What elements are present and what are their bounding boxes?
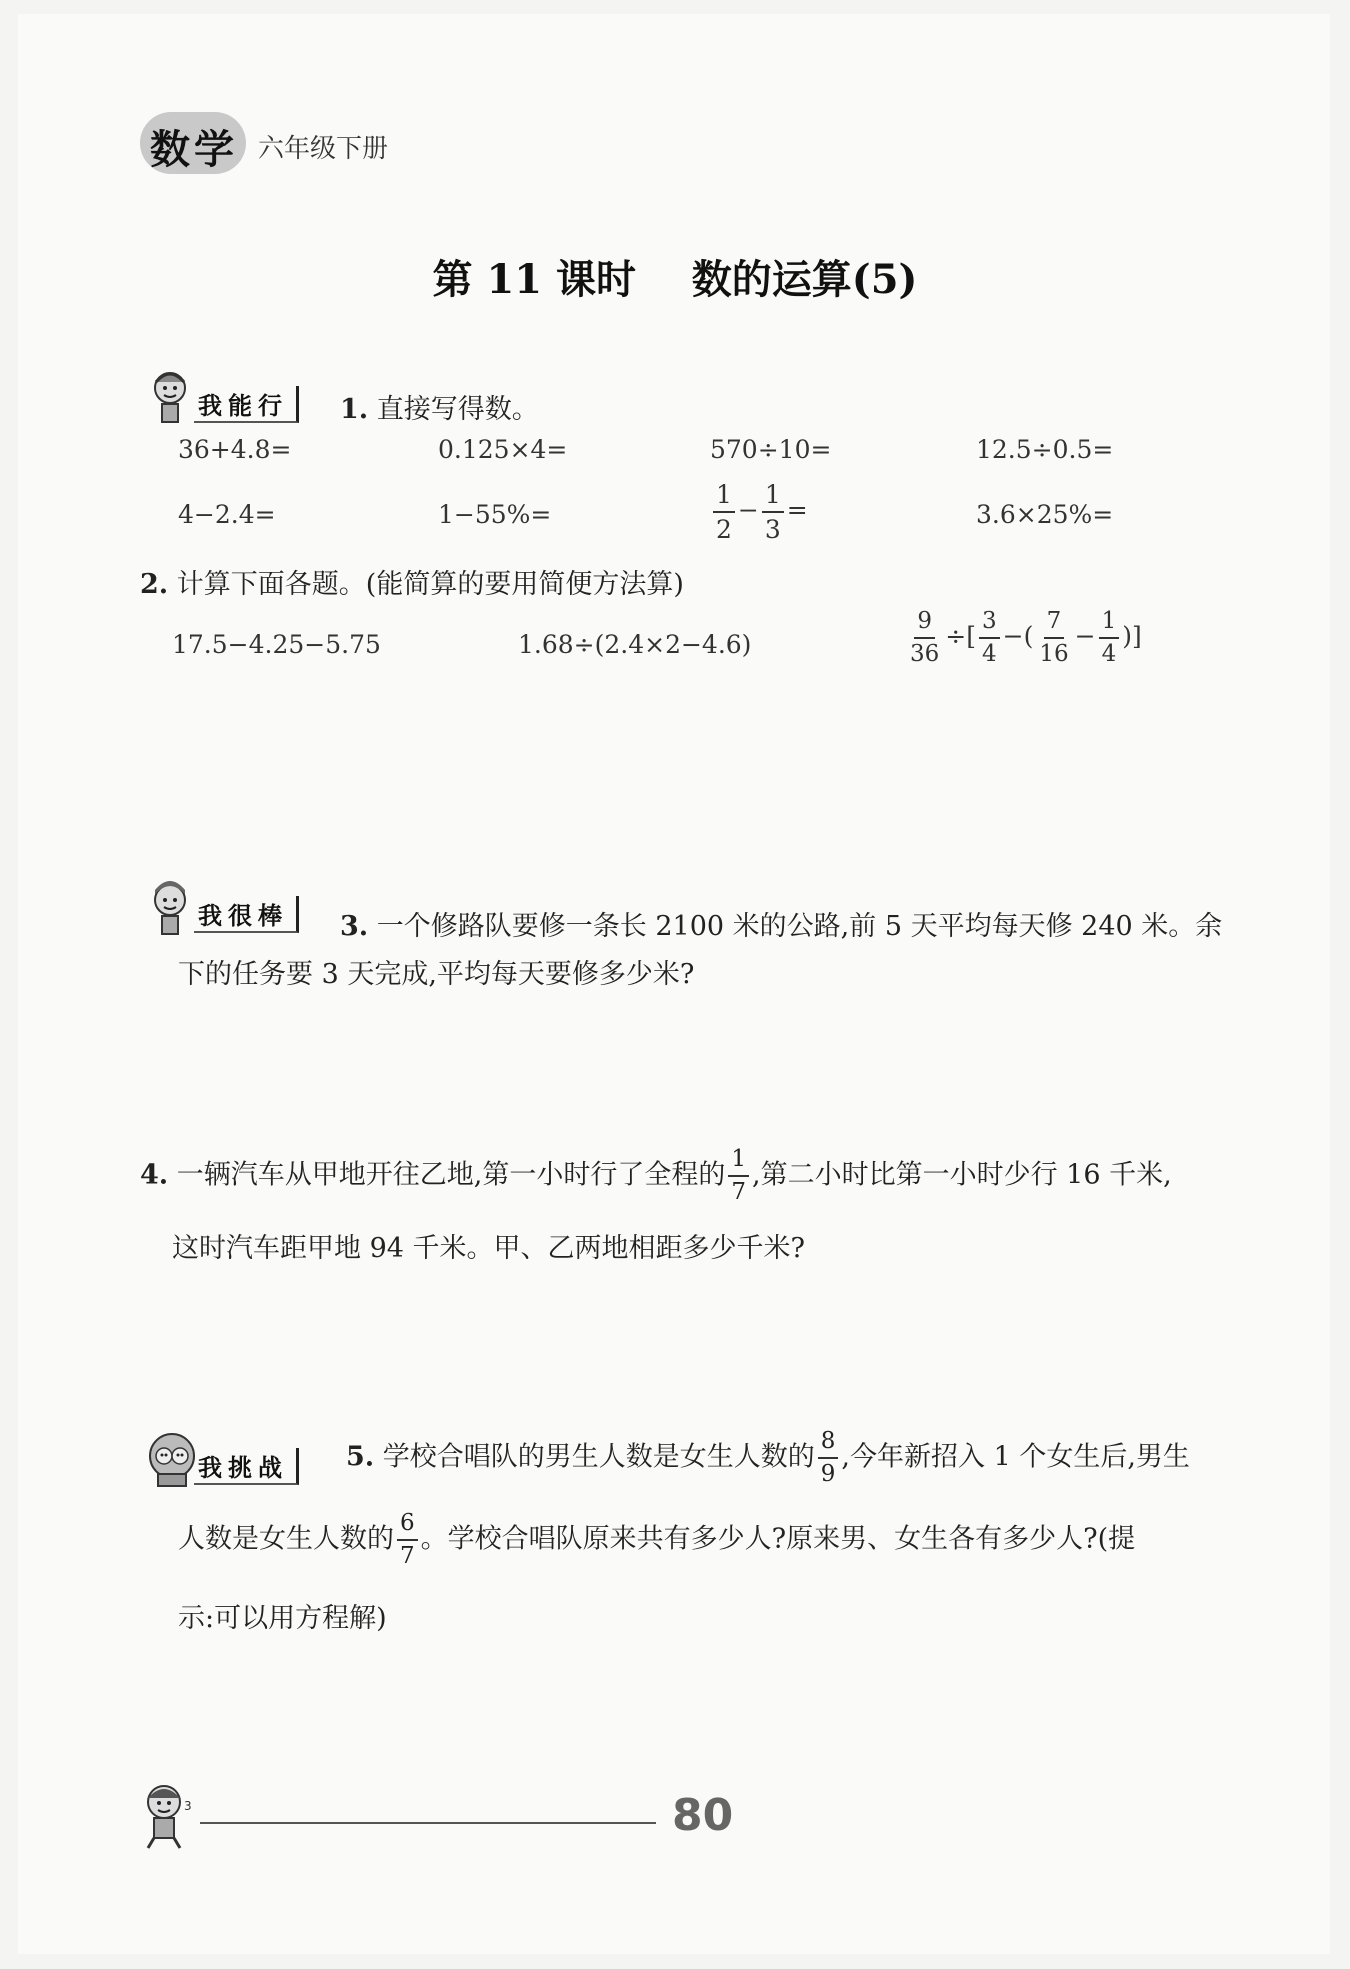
- fraction: $\frac{3}{4}$: [979, 610, 1000, 666]
- q1-fraction-item: $\frac{1}{2}$ − $\frac{1}{3}$ =: [710, 482, 808, 542]
- subject-title: 数学: [150, 127, 238, 173]
- q2-number: 2.: [140, 569, 169, 600]
- fraction: $\frac{8}{9}$: [818, 1430, 839, 1486]
- q1-item: 36+4.8=: [178, 435, 292, 464]
- q4-line-1: 4. 一辆汽车从甲地开往乙地,第一小时行了全程的 $\frac{1}{7}$ ,第二小时比第一小时少行 16 千米,: [140, 1146, 1172, 1205]
- q5-number: 5.: [346, 1441, 375, 1473]
- q4-line-2: 这时汽车距甲地 94 千米。甲、乙两地相距多少千米?: [172, 1233, 805, 1264]
- q3-line-2: 下的任务要 3 天完成,平均每天要修多少米?: [178, 959, 695, 990]
- fraction: $\frac{7}{16}$: [1039, 608, 1069, 667]
- svg-text:3: 3: [184, 1799, 192, 1813]
- q1-item: 3.6×25%=: [976, 500, 1114, 529]
- q1-item: 0.125×4=: [438, 435, 568, 464]
- q3-line-1: 3. 一个修路队要修一条长 2100 米的公路,前 5 天平均每天修 240 米。余: [340, 911, 1223, 942]
- lesson-number: 第 11 课时: [432, 256, 637, 303]
- badge-label: 我能行: [194, 386, 299, 423]
- q1-item: 570÷10=: [710, 435, 832, 464]
- q2-expression-1: 17.5−4.25−5.75: [172, 630, 381, 659]
- q2-expression-2: 1.68÷(2.4×2−4.6): [518, 630, 752, 659]
- q3-number: 3.: [340, 911, 369, 942]
- q1-item: 4−2.4=: [178, 500, 276, 529]
- footer-mascot-icon: [134, 1780, 198, 1852]
- q5-line-1: 5. 学校合唱队的男生人数是女生人数的 $\frac{8}{9}$ ,今年新招入 1 个女生后,男生: [346, 1428, 1190, 1487]
- boy-mascot-icon: [146, 878, 198, 938]
- lesson-title: [0, 248, 1350, 305]
- lesson-name: 数的运算(5): [691, 256, 918, 303]
- q2-expression-3: $\frac{9}{36}$ ÷[ $\frac{3}{4}$ −( $\frac{7}{16}$ − $\frac{1}{4}$ )]: [904, 610, 1142, 666]
- q1-item: 1−55%=: [438, 500, 552, 529]
- q1-text: 直接写得数。: [376, 394, 539, 425]
- q2-text: 计算下面各题。(能简算的要用简便方法算): [176, 569, 684, 600]
- q1-number: 1.: [340, 394, 369, 425]
- badge-label: 我挑战: [194, 1448, 299, 1485]
- kids-mascot-icon: [146, 1430, 198, 1490]
- fraction: $\frac{1}{3}$: [762, 482, 784, 542]
- page-number: 80: [672, 1790, 734, 1841]
- fraction: $\frac{1}{2}$: [713, 482, 735, 542]
- fraction: $\frac{9}{36}$: [910, 608, 940, 667]
- girl-mascot-icon: [146, 368, 198, 428]
- q1-item: 12.5÷0.5=: [976, 435, 1114, 464]
- badge-label: 我很棒: [194, 896, 299, 933]
- grade-label: 六年级下册: [258, 134, 389, 164]
- q5-line-2: 人数是女生人数的 $\frac{6}{7}$ 。学校合唱队原来共有多少人?原来男、女生各有多少人?(提: [178, 1510, 1136, 1569]
- q5-line-3: 示:可以用方程解): [178, 1603, 387, 1634]
- q4-number: 4.: [140, 1159, 169, 1191]
- q1-prompt: [340, 387, 539, 426]
- fraction: $\frac{6}{7}$: [397, 1512, 418, 1568]
- fraction: $\frac{1}{4}$: [1099, 610, 1120, 666]
- fraction: $\frac{1}{7}$: [728, 1148, 749, 1204]
- q2-prompt: [140, 562, 684, 601]
- footer-rule: [200, 1822, 656, 1824]
